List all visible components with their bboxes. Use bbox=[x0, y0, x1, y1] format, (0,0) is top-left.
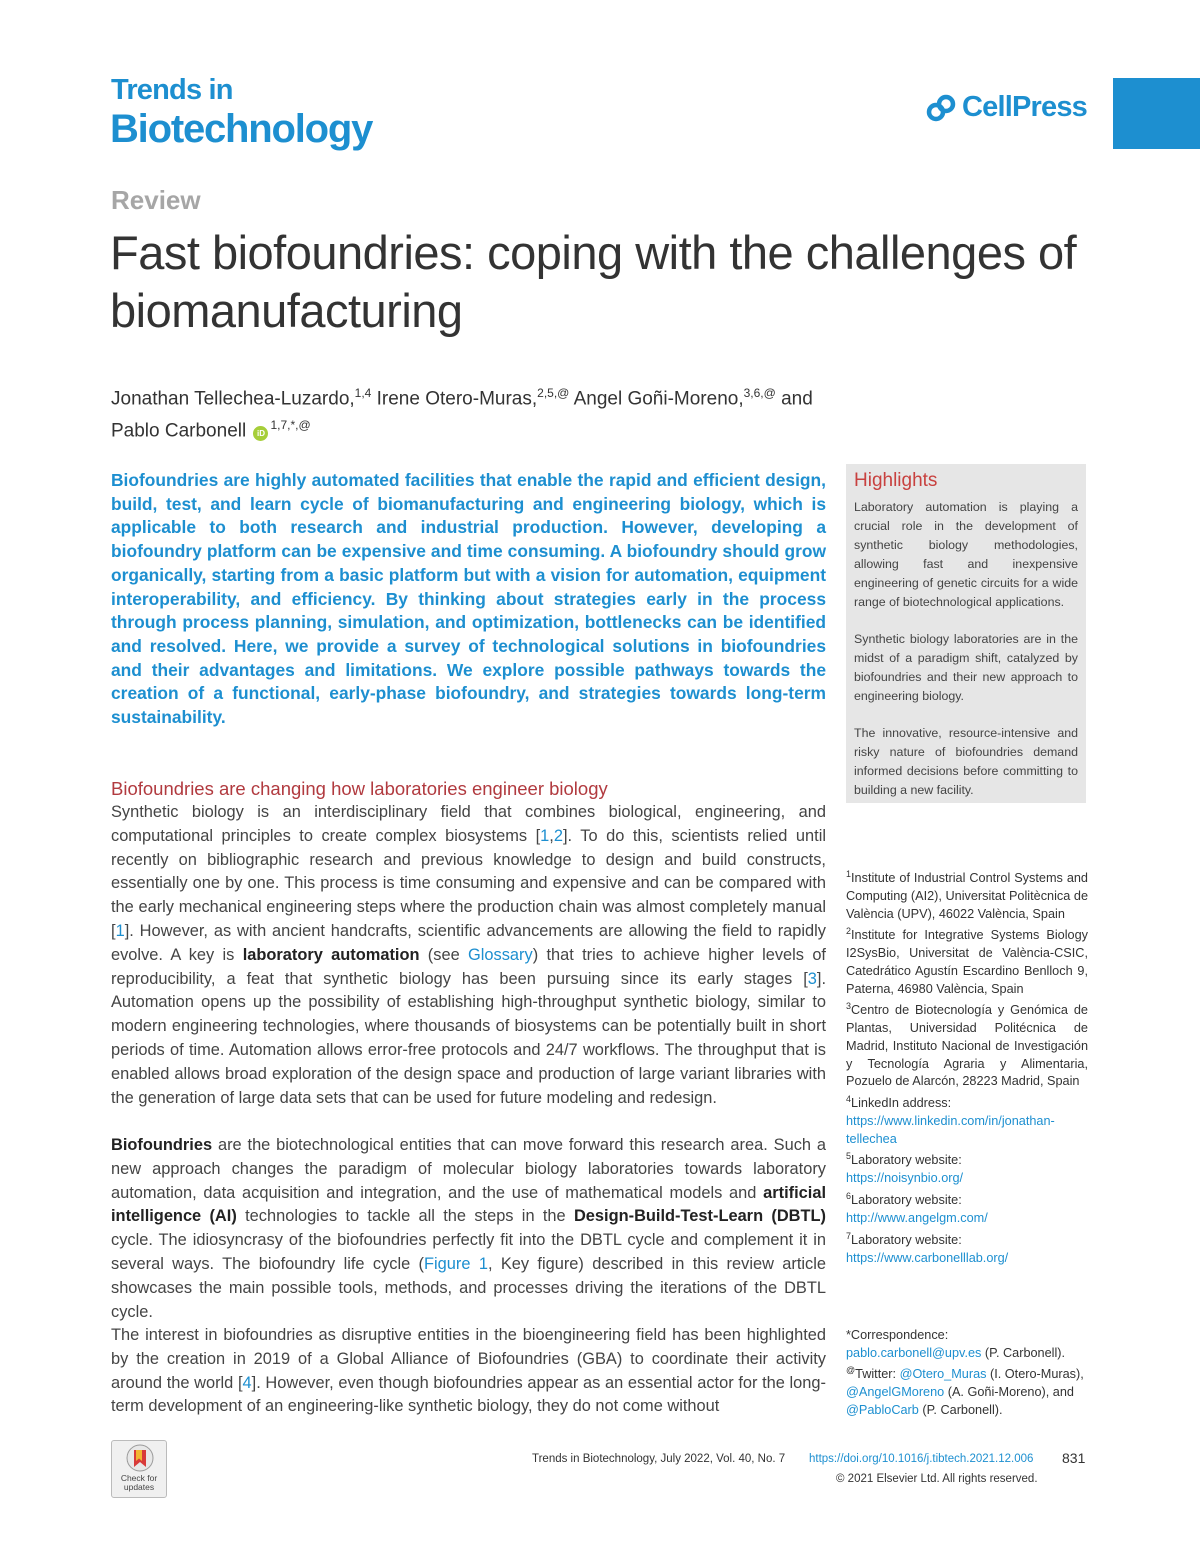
author-name: Jonathan Tellechea-Luzardo, bbox=[111, 388, 355, 410]
body-text: The interest in biofoundries as disruptive entities in the bioengineering field has been highlighted by the creation in 2019 of a Global Alliance of Biofoundries (GBA) to coordinate their activity around the world [ bbox=[111, 1326, 826, 1392]
reference-link[interactable]: 3 bbox=[807, 969, 817, 988]
author-name: Angel Goñi-Moreno, bbox=[569, 388, 744, 410]
cellpress-link-icon bbox=[926, 93, 956, 123]
affiliation-number: 3 bbox=[846, 1001, 852, 1012]
highlights-box bbox=[846, 464, 1086, 803]
doi-link[interactable]: https://doi.org/10.1016/j.tibtech.2021.12.006 bbox=[809, 1453, 1034, 1465]
twitter-link[interactable]: @PabloCarb bbox=[846, 1403, 919, 1418]
journal-citation: Trends in Biotechnology, July 2022, Vol. 40, No. 7 bbox=[532, 1453, 786, 1465]
correspondence-text: (I. Otero-Muras), bbox=[986, 1367, 1084, 1382]
body-text: ) that tries to achieve higher levels of reproducibility, a feat that synthetic biology has been pursuing since its early stages [ bbox=[111, 945, 826, 988]
highlight-item: Synthetic biology laboratories are in the midst of a paradigm shift, catalyzed by biofoundries and their new approach to engineering biology. bbox=[854, 632, 1078, 703]
reference-link[interactable]: 2 bbox=[553, 826, 563, 845]
section-heading: Biofoundries are changing how laboratories engineer biology bbox=[111, 778, 608, 799]
affiliation-item bbox=[846, 1228, 1088, 1250]
website-link[interactable]: http://www.angelgm.com/ bbox=[846, 1211, 988, 1226]
correspondence-text: (A. Goñi-Moreno), and bbox=[944, 1385, 1074, 1400]
affiliation-text: Laboratory website: bbox=[851, 1193, 962, 1208]
journal-name-line2: Biotechnology bbox=[110, 107, 373, 151]
correspondence bbox=[846, 1327, 1088, 1420]
body-text: are the biotechnological entities that can move forward this research area. Such a new approach changes the paradigm of molecular biology laboratories towards laboratory automation, data acquisition and integration, and the use of mathematical models and bbox=[111, 1136, 826, 1202]
check-for-updates-badge[interactable] bbox=[111, 1440, 167, 1498]
corner-tab bbox=[1113, 78, 1200, 149]
affiliation-number: 2 bbox=[846, 926, 852, 937]
linkedin-link[interactable]: https://www.linkedin.com/in/jonathan-tellechea bbox=[846, 1114, 1055, 1146]
twitter-marker: @ bbox=[846, 1365, 856, 1376]
affiliation-item bbox=[846, 1188, 1088, 1210]
reference-link[interactable]: 1 bbox=[540, 826, 550, 845]
figure-link[interactable]: Figure 1 bbox=[424, 1254, 488, 1273]
author-affiliation-marks: 3,6,@ bbox=[743, 386, 776, 400]
article-title: Fast biofoundries: coping with the challenges of biomanufacturing bbox=[110, 226, 1077, 337]
author-list bbox=[111, 380, 931, 445]
affiliation-text: Institute of Industrial Control Systems and Computing (AI2), Universitat Politècnica de València (UPV), 46022 València, Spain bbox=[846, 871, 1088, 921]
affiliation-text: LinkedIn address: bbox=[851, 1096, 952, 1111]
author-name: Pablo Carbonell bbox=[111, 420, 247, 442]
check-updates-label: Check for updates bbox=[120, 1473, 158, 1492]
correspondence-text: Twitter: bbox=[855, 1367, 900, 1382]
author-conjunction: and bbox=[775, 388, 813, 410]
twitter-link[interactable]: @Otero_Muras bbox=[899, 1367, 987, 1382]
affiliation-number: 7 bbox=[846, 1230, 852, 1241]
body-text: cycle. The idiosyncrasy of the biofoundries perfectly fit into the DBTL cycle and complement it in several ways. The biofoundry life cycle ( bbox=[111, 1231, 826, 1273]
orcid-icon[interactable]: iD bbox=[253, 426, 268, 441]
highlights-heading: Highlights bbox=[854, 470, 938, 491]
glossary-term: Biofoundries bbox=[111, 1136, 213, 1154]
affiliation-number: 6 bbox=[846, 1191, 852, 1202]
affiliation-number: 1 bbox=[846, 869, 852, 879]
publisher-name: CellPress bbox=[962, 91, 1087, 123]
author-name: Irene Otero-Muras, bbox=[371, 388, 538, 410]
copyright: © 2021 Elsevier Ltd. All rights reserved. bbox=[836, 1473, 1038, 1485]
body-text: , Key figure) described in this review article showcases the main possible tools, methods, and processes driving the iterations of the DBTL cycle. bbox=[111, 1254, 826, 1321]
article-type: Review bbox=[111, 185, 201, 215]
correspondence-text: (P. Carbonell). bbox=[981, 1345, 1066, 1360]
highlight-item: The innovative, resource-intensive and risky nature of biofoundries demand informed decisions before committing to building a new facility. bbox=[854, 726, 1078, 797]
body-paragraph-2 bbox=[111, 1134, 826, 1324]
body-text: Synthetic biology is an interdisciplinary field that combines biological, engineering, and computational principles to create complex biosystems [ bbox=[111, 803, 826, 845]
glossary-term: Design-Build-Test-Learn (DBTL) bbox=[573, 1207, 826, 1226]
affiliations bbox=[846, 866, 1088, 1267]
affiliation-number: 4 bbox=[846, 1094, 852, 1105]
reference-link[interactable]: 4 bbox=[242, 1373, 252, 1392]
email-link[interactable]: pablo.carbonell@upv.es bbox=[846, 1345, 982, 1360]
body-text: technologies to tackle all the steps in the bbox=[236, 1207, 574, 1226]
affiliation-text: Institute for Integrative Systems Biology I2SysBio, Universitat de València-CSIC, Catedrático Agustín Escardino Benlloch 9, Paterna, 46980 València, Spain bbox=[846, 928, 1088, 996]
website-link[interactable]: https://noisynbio.org/ bbox=[846, 1171, 964, 1186]
cellpress-logo[interactable] bbox=[926, 91, 1087, 124]
affiliation-number: 5 bbox=[846, 1151, 852, 1162]
body-text: ]. Automation opens up the possibility of establishing high-throughput synthetic biology, similar to modern engineering technologies, where thousands of biosystems can be potentially built in short periods of time. Automation allows error-free protocols and 24/7 workflows. The throughput that is enabled allows broad exploration of the design space and production of large variant libraries with the generation of large data sets that can be used for future modeling and redesign. bbox=[111, 969, 826, 1107]
body-text: (see bbox=[419, 945, 469, 964]
journal-name-line1: Trends in bbox=[111, 74, 233, 106]
body-text: ]. However, as with ancient handcrafts, scientific advancements are allowing the field to rapidly evolve. A key is bbox=[111, 921, 826, 964]
website-link[interactable]: https://www.carbonelllab.org/ bbox=[846, 1250, 1009, 1265]
reference-link[interactable]: 1 bbox=[115, 921, 125, 940]
affiliation-text: Laboratory website: bbox=[851, 1233, 962, 1247]
correspondence-label: *Correspondence: bbox=[846, 1328, 949, 1342]
affiliation-item bbox=[846, 998, 1088, 1091]
glossary-term: artificial intelligence (AI) bbox=[111, 1183, 826, 1226]
body-text: , bbox=[549, 826, 554, 845]
author-affiliation-marks: 2,5,@ bbox=[537, 386, 570, 400]
affiliation-text: Centro de Biotecnología y Genómica de Plantas, Universidad Politécnica de Madrid, Instituto Nacional de Investigación y Tecnología Agraria y Alimentaria, Pozuelo de Alarcón, 28223 Madrid, Spain bbox=[846, 1003, 1088, 1089]
affiliation-item bbox=[846, 866, 1088, 923]
body-paragraph-1 bbox=[111, 801, 826, 1110]
affiliation-item bbox=[846, 1091, 1088, 1113]
body-text: ]. To do this, scientists relied until recently on bibliographic research and previous knowledge to design and build constructs, essentially one by one. This process is time consuming and expensive and can be compared with the early mechanical engineering steps where the production chain was almost completely manual [ bbox=[111, 826, 826, 940]
glossary-link[interactable]: Glossary bbox=[468, 945, 533, 964]
author-affiliation-marks: 1,7,*,@ bbox=[270, 418, 311, 433]
glossary-term: laboratory automation bbox=[242, 945, 420, 964]
body-paragraph-3 bbox=[111, 1324, 826, 1419]
abstract: Biofoundries are highly automated facilities that enable the rapid and efficient design, build, test, and learn cycle of biomanufacturing and engineering biology, which is applicable to both research and industrial production. However, developing a biofoundry platform can be expensive and time consuming. A biofoundry should grow organically, starting from a basic platform but with a vision for automation, equipment interoperability, and efficiency. By thinking about strategies early in the process through process planning, simulation, and optimization, bottlenecks can be identified and resolved. Here, we provide a survey of technological solutions in biofoundries and their advantages and limitations. We explore possible pathways towards the creation of a functional, early-phase biofoundry, and strategies towards long-term sustainability. bbox=[111, 470, 826, 728]
affiliation-item bbox=[846, 1148, 1088, 1170]
affiliation-text: Laboratory website: bbox=[851, 1153, 962, 1168]
bookmark-icon bbox=[112, 1441, 168, 1475]
affiliation-item bbox=[846, 923, 1088, 998]
body-text: ]. However, even though biofoundries appear as an essential actor for the long-term development of an engineering-like synthetic biology, they do not come without bbox=[111, 1373, 826, 1416]
highlight-item: Laboratory automation is playing a crucial role in the development of synthetic biology methodologies, allowing fast and inexpensive engineering of genetic circuits for a wide range of biotechnological applications. bbox=[854, 500, 1078, 609]
author-affiliation-marks: 1,4 bbox=[354, 386, 372, 400]
correspondence-text: (P. Carbonell). bbox=[918, 1403, 1003, 1418]
twitter-link[interactable]: @AngelGMoreno bbox=[846, 1385, 945, 1400]
page-number: 831 bbox=[1062, 1450, 1086, 1466]
